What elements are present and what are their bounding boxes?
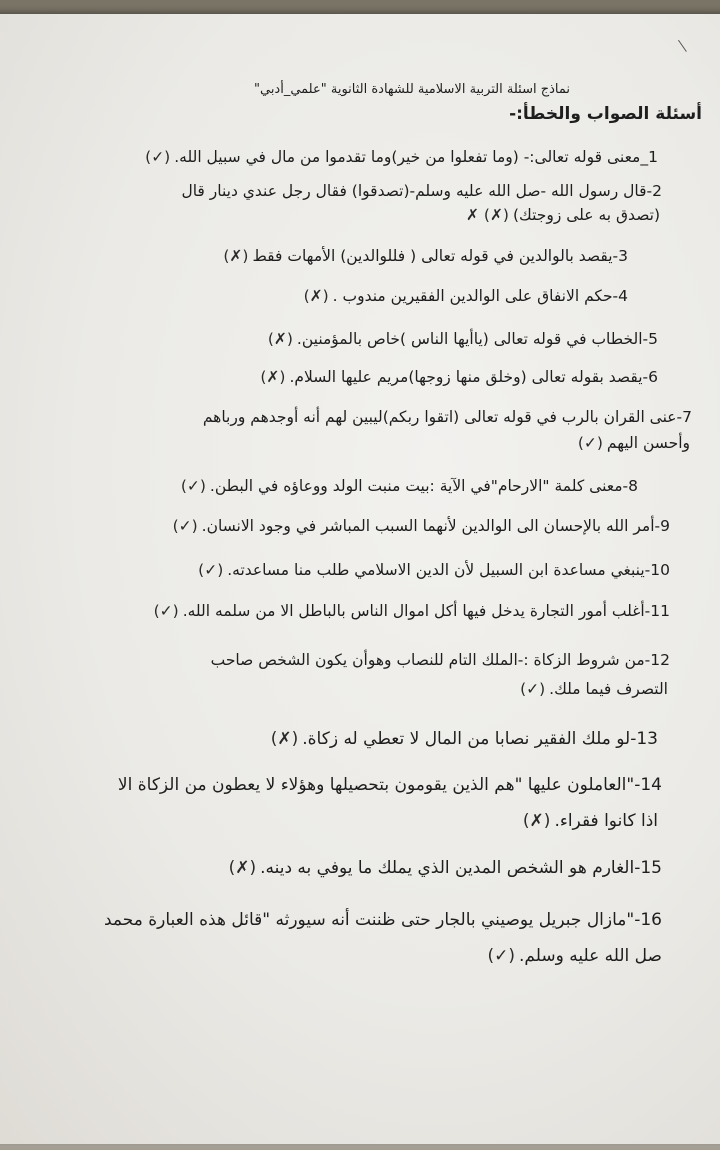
question-line-continued: صل الله عليه وسلم.(✓) (487, 946, 662, 966)
answer-mark: (✗) (522, 811, 551, 831)
document-title: نماذج اسئلة التربية الاسلامية للشهادة الثانوية "علمي_أدبي" (254, 82, 570, 97)
question-line-continued: وأحسن اليهم(✓) (577, 434, 690, 452)
question-line: 9-أمر الله بالإحسان الى الوالدين لأنهما السبب المباشر في وجود الانسان.(✓) (172, 517, 670, 535)
answer-mark: (✓) (198, 561, 224, 579)
question-line: 7-عنى القران بالرب في قوله تعالى (اتقوا ربكم)ليبين لهم أنه أوجدهم ورباهم (202, 408, 692, 426)
answer-mark: (✗) (260, 368, 286, 386)
question-line: 13-لو ملك الفقير نصابا من المال لا تعطي له زكاة.(✗) (270, 729, 658, 749)
question-line: 6-يقصد بقوله تعالى (وخلق منها زوجها)مريم عليها السلام.(✗) (260, 368, 658, 386)
answer-mark: (✗) (267, 330, 293, 348)
question-line: 3-يقصد بالوالدين في قوله تعالى ( فللوالدين) الأمهات فقط(✗) (223, 247, 628, 265)
answer-mark: (✓) (577, 434, 603, 452)
question-line: 1_معنى قوله تعالى:- (وما تفعلوا من خير)وما تقدموا من مال في سبيل الله.(✓) (145, 148, 658, 166)
question-line-continued: التصرف فيما ملك.(✓) (520, 680, 668, 698)
answer-mark: (✓) (487, 946, 516, 966)
answer-mark: (✗) (270, 729, 299, 749)
answer-mark: (✗) (303, 287, 329, 305)
question-line: 4-حكم الانفاق على الوالدين الفقيرين مندوب .(✗) (303, 287, 628, 305)
question-line: 5-الخطاب في قوله تعالى (ياأيها الناس )خاص بالمؤمنين.(✗) (267, 330, 658, 348)
answer-mark: (✗) (228, 858, 257, 878)
answer-mark: (✓) (520, 680, 546, 698)
answer-mark: (✗) (223, 247, 249, 265)
question-line: 14-"العاملون عليها "هم الذين يقومون بتحصيلها وهؤلاء لا يعطون من الزكاة الا (117, 775, 662, 795)
question-line: 11-أغلب أمور التجارة يدخل فيها أكل اموال الناس بالباطل الا من سلمه الله.(✓) (153, 602, 670, 620)
question-line-continued: (تصدق به على زوجتك)(✗) ✗ (465, 206, 660, 224)
question-line: 2-قال رسول الله -صل الله عليه وسلم-(تصدقوا) فقال رجل عندي دينار قال (181, 182, 662, 200)
section-heading: أسئلة الصواب والخطأ:- (509, 104, 702, 124)
answer-mark: (✓) (180, 477, 206, 495)
answer-mark: (✓) (172, 517, 198, 535)
answer-mark: (✓) (145, 148, 171, 166)
question-line: 12-من شروط الزكاة :-الملك التام للنصاب وهوأن يكون الشخص صاحب (210, 651, 670, 669)
question-line: 8-معنى كلمة "الارحام"في الآية :بيت منبت الولد ووعاؤه في البطن.(✓) (180, 477, 638, 495)
question-line: 16-"مازال جبريل يوصيني بالجار حتى ظننت أنه سيورثه "قائل هذه العبارة محمد (103, 910, 662, 930)
question-line: 15-الغارم هو الشخص المدين الذي يملك ما يوفي به دينه.(✗) (228, 858, 662, 878)
answer-mark: (✓) (153, 602, 179, 620)
question-line-continued: اذا كانوا فقراء.(✗) (522, 811, 658, 831)
answer-mark: (✗) ✗ (465, 206, 509, 224)
question-line: 10-ينبغي مساعدة ابن السبيل لأن الدين الاسلامي طلب منا مساعدته.(✓) (198, 561, 670, 579)
